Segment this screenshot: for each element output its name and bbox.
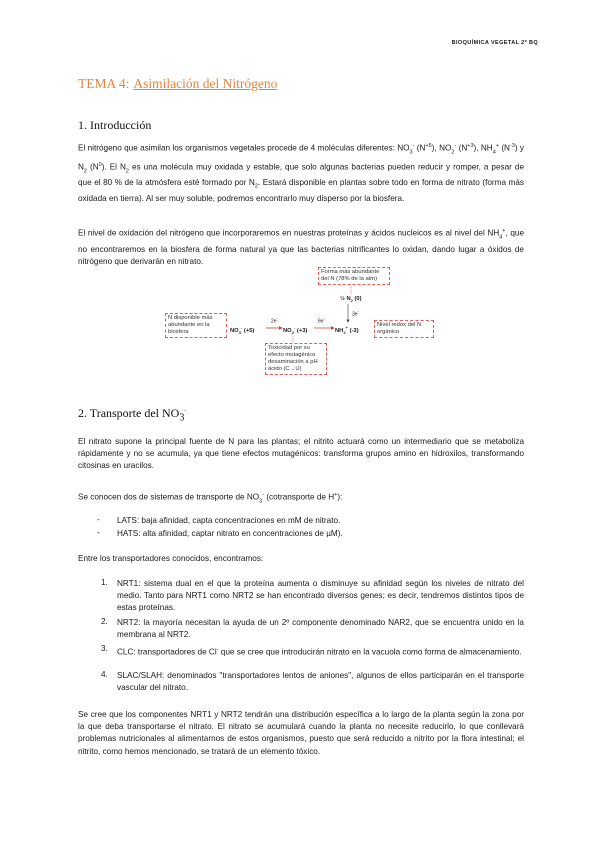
list-item-slac-slah: SLAC/SLAH: denominados "transportadores lentos de aniones", algunos de ellos participarán en el transporte vascular del nitrato. [117, 671, 524, 693]
nitrate-species: $NO_3^-$ (+5) [230, 325, 255, 336]
list-number: 1. [101, 578, 108, 587]
list-item-nrt2: NRT2: la mayoría necesitan la ayuda de un 2º componente denominado NAR2, que se encuentra unido en la membrana al NRT2. [117, 618, 524, 640]
section-1-title: 1. Introducción [78, 118, 152, 132]
section-2-paragraph-3: Entre los transportadores conocidos, encontramos: [78, 554, 264, 563]
bullet-marker: - [97, 515, 100, 524]
electrons-label-3: 3e- [352, 309, 359, 318]
section-2-paragraph-2: Se conocen dos de sistemas de transporte de $NO_3^-$ (cotransporte de H+): [78, 492, 343, 505]
ammonium-species: $NH_4^+$ (-3) [335, 325, 359, 336]
section-2-title: 2. Transporte del $NO_3^-$ [78, 406, 187, 424]
list-item-clc: CLC: transportadores de Cl- que se cree que introducirán nitrato en la vacuola como forma de almacenamiento. [117, 647, 522, 657]
list-number: 4. [101, 670, 108, 679]
section-2-paragraph-4: Se cree que los componentes NRT1 y NRT2 tendrán una distribución específica a lo largo de la planta según la zona por la que deba transportarse el nitrato. El nitrato se acumulará cuando la planta no necesite reducirlo, lo que conllevará problemas nutricionales al alimentarnos de estos organismos, puesto que será reducido a nitrito por la flora intestinal; el nitrito, como hemos mencionado, se tratará de un elemento tóxico. [78, 710, 524, 756]
list-item-lats: LATS: baja afinidad, capta concentraciones en mM de nitrato. [117, 516, 341, 525]
chapter-title [78, 76, 277, 92]
list-number: 3. [101, 644, 108, 653]
section-1-paragraph-1: El nitrógeno que asimilan los organismos vegetales procede de 4 moléculas diferentes: $NO_3^-$ $(N^{+5})$, $NO_2^-$ $(N^{+3})$, $NH_4^+$ $(N^{-3})$ y $N_2$ $(N^0)$. El $N_2$ es una molécula muy oxidada y estable, que solo algunas bacterias pueden reducir y romper, a pesar de que el 80 % de la atmósfera esté formado por $N_2$. Estará disponible en plantas sobre todo en forma de nitrato (forma más oxidada en tierra). Al ser muy soluble, podremos encontrarlo muy disperso por la biosfera. [78, 143, 525, 203]
electrons-label-1: 2e- [271, 316, 278, 325]
electrons-label-2: 6e- [318, 316, 325, 325]
list-item-nrt1: NRT1: sistema dual en el que la proteína aumenta o disminuye su afinidad según los niveles de nitrato del medio. Tanto para NRT1 como NRT2 se han encontrado diversos genes; es decir, tendremos distintos tipos de estas proteínas. [117, 579, 524, 613]
diagram-note-nitrate-availability: N disponible más abundante en la biosfera [165, 313, 227, 338]
list-item-hats: HATS: alta afinidad, captar nitrato en concentraciones de µM). [117, 529, 343, 538]
chapter-label: TEMA 4: [78, 76, 130, 91]
bullet-marker: - [97, 528, 100, 537]
page-header: BIOQUÍMICA VEGETAL 2º BQ [451, 40, 538, 46]
list-number: 2. [101, 617, 108, 626]
section-2-paragraph-1: El nitrato supone la principal fuente de N para las plantas; el nitrito actuará como un intermediario que se metaboliza rápidamente y no se acumula, ya que tiene efectos mutagénicos: transforma grupos amino en hidroxilos, transformando citosinas en uracilos. [78, 437, 524, 471]
nitrite-species: $NO_2^-$ (+3) [283, 325, 308, 336]
chapter-subject: Asimilación del Nitrógeno [133, 76, 278, 91]
diagram-note-redox-level: Nivel redox del N orgánico [374, 320, 434, 338]
diagram-note-nitrite-toxicity: Toxicidad por su efecto mutagénico desaminación a pH ácido (C→U) [265, 343, 327, 375]
diagram-note-n2-abundance: Forma más abundante del N (78% de la atm) [318, 267, 390, 285]
dinitrogen-species: ½ $N_2$ (0) [340, 296, 362, 304]
section-1-paragraph-2: El nivel de oxidación del nitrógeno que incorporaremos en nuestras proteínas y ácidos nucleicos es al nivel del $NH_4^+$, que no encontraremos en la biosfera de forma natural ya que las bacterias nitrificantes lo oxidan, dando lugar a óxidos de nitrógeno que derivarán en nitrato. [78, 228, 524, 266]
